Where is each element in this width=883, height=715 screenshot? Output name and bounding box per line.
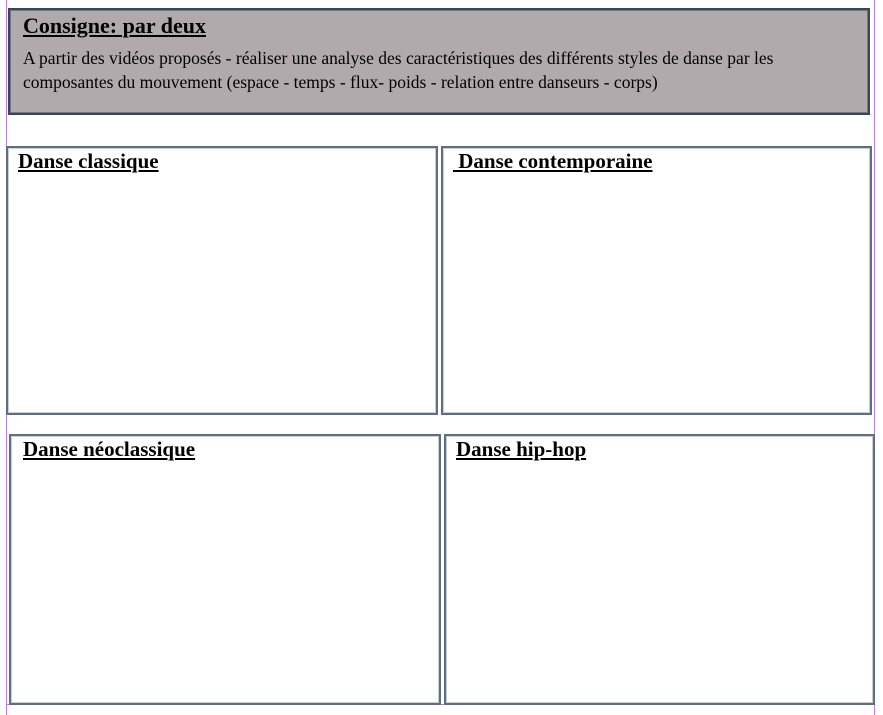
panel-title-danse-neoclassique: Danse néoclassique <box>23 437 196 461</box>
consigne-box <box>8 8 870 115</box>
panel-danse-neoclassique[interactable] <box>9 434 441 705</box>
panel-title-danse-classique: Danse classique <box>18 149 159 173</box>
consigne-text[interactable]: A partir des vidéos proposés - réaliser une analyse des caractéristiques des différents styles de danse par les composantes du mouvement (espace - temps - flux- poids - relation entre danseurs - corps) <box>23 48 774 92</box>
panel-danse-hip-hop[interactable] <box>444 434 875 705</box>
panel-title-danse-contemporaine: Danse contemporaine <box>453 149 653 173</box>
panel-danse-contemporaine[interactable] <box>441 146 872 415</box>
consigne-title: Consigne: par deux <box>23 13 206 38</box>
panel-danse-classique[interactable] <box>6 146 438 415</box>
panel-title-danse-hip-hop: Danse hip-hop <box>456 437 587 461</box>
